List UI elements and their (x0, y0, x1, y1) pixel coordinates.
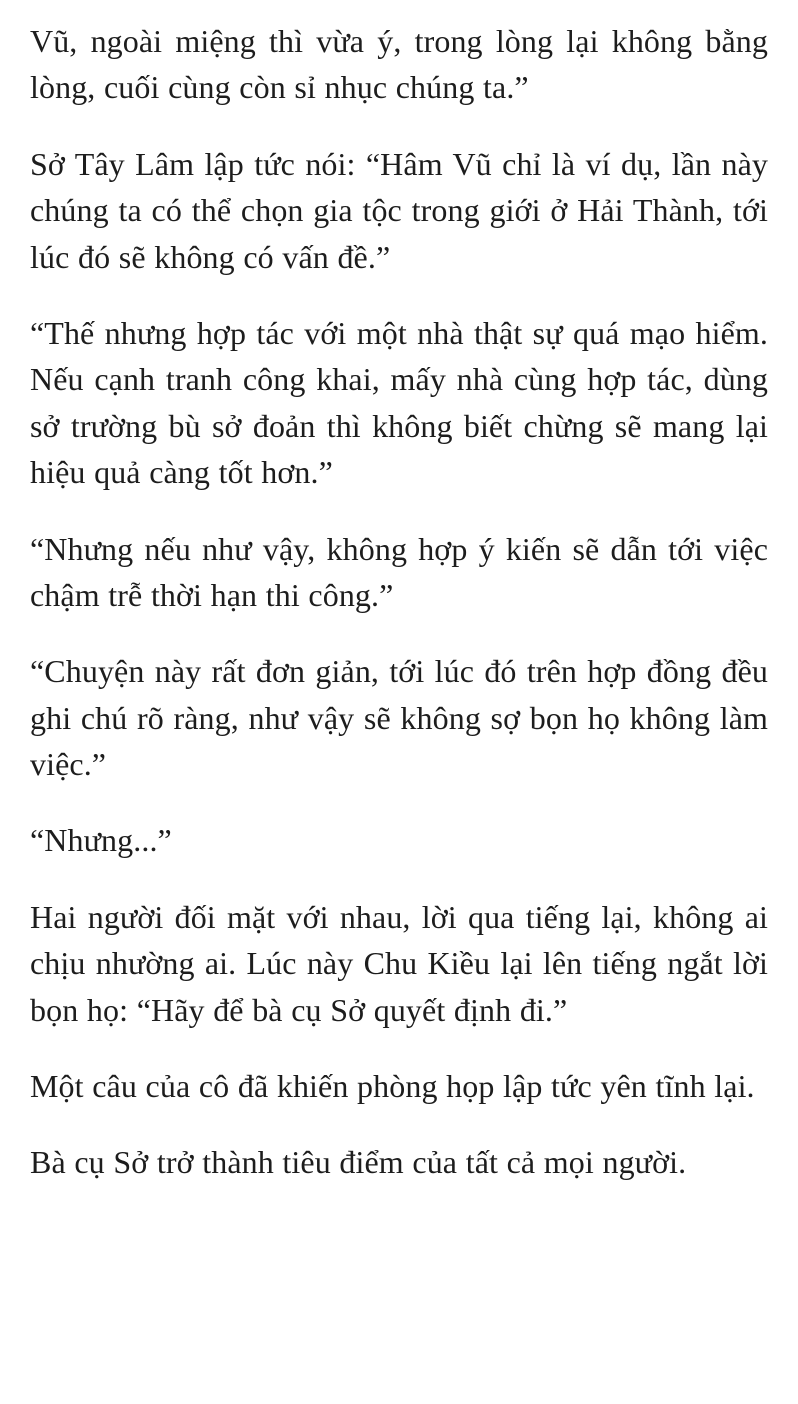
paragraph: “Thế nhưng hợp tác với một nhà thật sự quá mạo hiểm. Nếu cạnh tranh công khai, mấy nhà cùng hợp tác, dùng sở trường bù sở đoản thì không biết chừng sẽ mang lại hiệu quả càng tốt hơn.” (30, 314, 768, 491)
chapter-text-body (30, 18, 768, 1186)
paragraph: “Nhưng nếu như vậy, không hợp ý kiến sẽ dẫn tới việc chậm trễ thời hạn thi công.” (30, 530, 768, 613)
paragraph: Vũ, ngoài miệng thì vừa ý, trong lòng lại không bằng lòng, cuối cùng còn sỉ nhục chúng ta.” (30, 23, 768, 106)
paragraph: “Chuyện này rất đơn giản, tới lúc đó trên hợp đồng đều ghi chú rõ ràng, như vậy sẽ không sợ bọn họ không làm việc.” (30, 653, 768, 783)
paragraph: “Nhưng...” (30, 822, 172, 859)
paragraph: Một câu của cô đã khiến phòng họp lập tức yên tĩnh lại. (30, 1068, 755, 1105)
paragraph: Sở Tây Lâm lập tức nói: “Hâm Vũ chỉ là ví dụ, lần này chúng ta có thể chọn gia tộc trong giới ở Hải Thành, tới lúc đó sẽ không có vấn đề.” (30, 145, 768, 275)
paragraph: Bà cụ Sở trở thành tiêu điểm của tất cả mọi người. (30, 1144, 687, 1181)
paragraph: Hai người đối mặt với nhau, lời qua tiếng lại, không ai chịu nhường ai. Lúc này Chu Kiều lại lên tiếng ngắt lời bọn họ: “Hãy để bà cụ Sở quyết định đi.” (30, 898, 768, 1028)
